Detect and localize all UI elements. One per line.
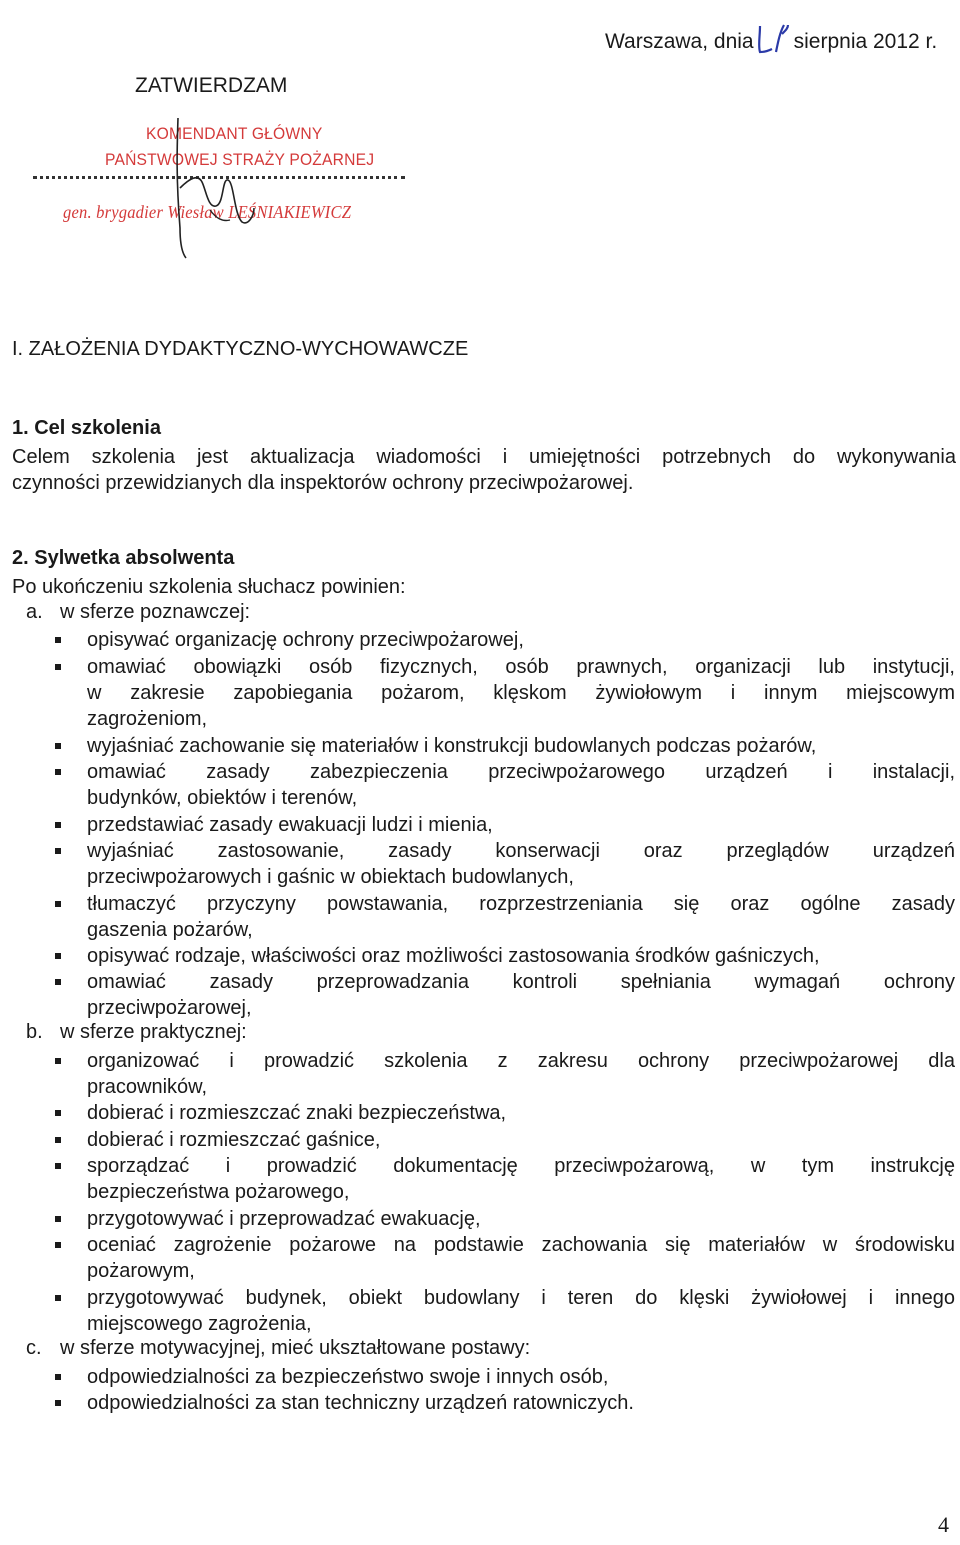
list-item-continuation: pożarowym, (87, 1260, 195, 1282)
list-item: organizować i prowadzić szkolenia z zakresu ochrony przeciwpożarowej dla (52, 1048, 955, 1074)
bullet-icon (52, 627, 87, 653)
bullet-icon (52, 943, 87, 969)
list-item: dobierać i rozmieszczać gaśnice, (52, 1127, 955, 1153)
bullet-icon (52, 838, 87, 864)
list-item: tłumaczyć przyczyny powstawania, rozprzestrzeniania się oraz ogólne zasady (52, 891, 955, 917)
list-item: wyjaśniać zachowanie się materiałów i konstrukcji budowlanych podczas pożarów, (52, 733, 955, 759)
section-2-heading: 2. Sylwetka absolwenta (12, 547, 235, 569)
document-date (605, 22, 937, 56)
bullet-icon (52, 1206, 87, 1232)
list-item: przygotowywać i przeprowadzać ewakuację, (52, 1206, 955, 1232)
bullet-icon (52, 969, 87, 995)
list-item: omawiać obowiązki osób fizycznych, osób prawnych, organizacji lub instytucji, (52, 654, 955, 680)
list-item: omawiać zasady przeprowadzania kontroli spełniania wymagań ochrony (52, 969, 955, 995)
list-item-continuation: przeciwpożarowych i gaśnic w obiektach budowlanych, (87, 866, 574, 888)
list-item: odpowiedzialności za stan techniczny urządzeń ratowniczych. (52, 1390, 955, 1416)
bullet-icon (52, 1048, 87, 1074)
bullet-icon (52, 891, 87, 917)
list-item: wyjaśniać zastosowanie, zasady konserwacji oraz przeglądów urządzeń (52, 838, 955, 864)
list-item: sporządzać i prowadzić dokumentację przeciwpożarową, w tym instrukcję (52, 1153, 955, 1179)
section-1-heading: 1. Cel szkolenia (12, 417, 161, 439)
stamp-line-title: KOMENDANT GŁÓWNY (146, 124, 323, 143)
list-item: oceniać zagrożenie pożarowe na podstawie zachowania się materiałów w środowisku (52, 1232, 955, 1258)
list-item-continuation: zagrożeniom, (87, 708, 208, 730)
bullet-icon (52, 1100, 87, 1126)
bullet-icon (52, 1390, 87, 1416)
bullet-icon (52, 1127, 87, 1153)
date-prefix: Warszawa, dnia (605, 30, 754, 53)
subsection-c-text: w sferze motywacyjnej, mieć ukształtowane postawy: (60, 1337, 531, 1359)
list-item: opisywać rodzaje, właściwości oraz możliwości zastosowania środków gaśniczych, (52, 943, 955, 969)
section-1-line-1: Celem szkolenia jest aktualizacja wiadomości i umiejętności potrzebnych do wykonywania (12, 446, 956, 468)
list-item: opisywać organizację ochrony przeciwpożarowej, (52, 627, 955, 653)
list-item-continuation: miejscowego zagrożenia, (87, 1313, 312, 1335)
handwritten-signature (150, 118, 300, 268)
section-2-intro: Po ukończeniu szkolenia słuchacz powinien: (12, 576, 406, 598)
subsection-b-label: b. (26, 1021, 43, 1043)
bullet-icon (52, 733, 87, 759)
bullet-icon (52, 759, 87, 785)
subsection-c-label: c. (26, 1337, 42, 1359)
list-item-continuation: gaszenia pożarów, (87, 919, 253, 941)
list-item-continuation: bezpieczeństwa pożarowego, (87, 1181, 350, 1203)
date-suffix: sierpnia 2012 r. (793, 30, 938, 53)
bullet-icon (52, 1232, 87, 1258)
subsection-c (26, 1337, 530, 1360)
subsection-a (26, 601, 250, 624)
handwritten-day (754, 22, 794, 56)
subsection-b-text: w sferze praktycznej: (60, 1021, 247, 1043)
approval-heading: ZATWIERDZAM (135, 74, 288, 97)
list-item: przygotowywać budynek, obiekt budowlany i teren do klęski żywiołowej i innego (52, 1285, 955, 1311)
section-title: I. ZAŁOŻENIA DYDAKTYCZNO-WYCHOWAWCZE (12, 338, 469, 360)
bullet-icon (52, 1153, 87, 1179)
subsection-a-text: w sferze poznawczej: (60, 601, 251, 623)
subsection-b (26, 1021, 247, 1044)
bullet-icon (52, 654, 87, 680)
bullet-icon (52, 1285, 87, 1311)
bullet-icon (52, 1364, 87, 1390)
list-item: odpowiedzialności za bezpieczeństwo swoje i innych osób, (52, 1364, 955, 1390)
list-item: przedstawiać zasady ewakuacji ludzi i mienia, (52, 812, 955, 838)
list-item: dobierać i rozmieszczać znaki bezpieczeństwa, (52, 1100, 955, 1126)
subsection-a-label: a. (26, 601, 43, 623)
list-item-continuation: przeciwpożarowej, (87, 997, 252, 1019)
stamp-line-organization: PAŃSTWOWEJ STRAŻY POŻARNEJ (105, 150, 375, 169)
list-item: omawiać zasady zabezpieczenia przeciwpożarowego urządzeń i instalacji, (52, 759, 955, 785)
list-item-continuation: pracowników, (87, 1076, 208, 1098)
list-item-continuation: budynków, obiektów i terenów, (87, 787, 358, 809)
bullet-icon (52, 812, 87, 838)
list-item-continuation: w zakresie zapobiegania pożarom, klęskom żywiołowym i innym miejscowym (87, 682, 955, 704)
stamp-line-name: gen. brygadier Wiesław LEŚNIAKIEWICZ (63, 202, 352, 222)
page-number: 4 (938, 1512, 949, 1537)
section-1-line-2: czynności przewidzianych dla inspektorów ochrony przeciwpożarowej. (12, 472, 634, 494)
